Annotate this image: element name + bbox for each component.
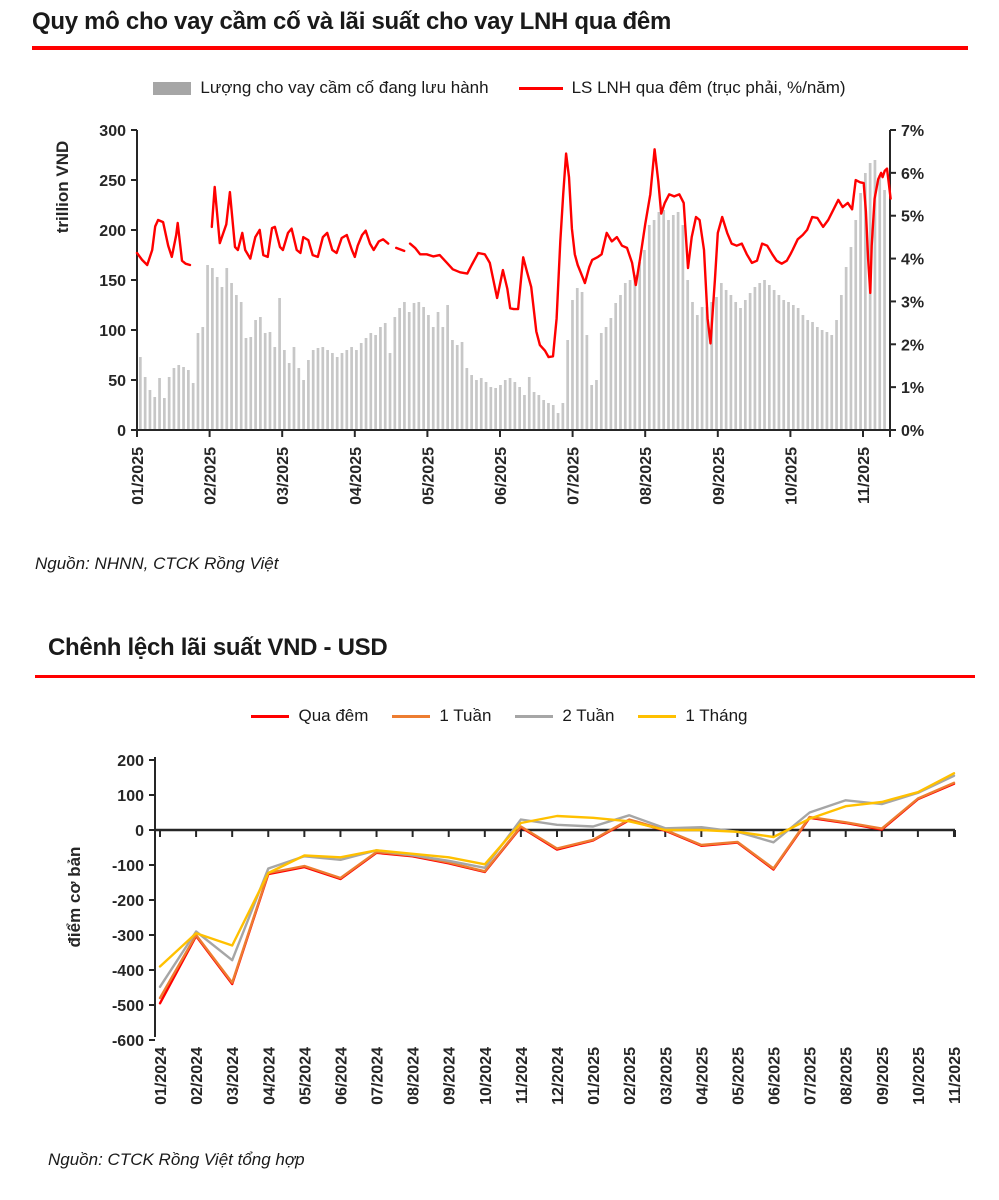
left-axis-tick-label: 100: [99, 323, 126, 340]
bar: [595, 380, 598, 430]
bar: [293, 347, 296, 430]
bar: [480, 378, 483, 430]
bar: [739, 308, 742, 430]
bar: [273, 347, 276, 430]
bar: [288, 363, 291, 430]
x-axis-month-label: 07/2025: [565, 447, 583, 505]
bar: [758, 283, 761, 430]
bar: [854, 220, 857, 430]
left-axis-tick-label: 150: [99, 273, 126, 290]
x-axis-month-label: 09/2025: [874, 1047, 892, 1105]
bar: [413, 303, 416, 430]
bar: [427, 315, 430, 430]
bar: [393, 317, 396, 430]
x-axis-month-label: 01/2025: [586, 1047, 604, 1105]
bar: [816, 327, 819, 430]
bar: [677, 212, 680, 430]
left-axis-tick-label: 0: [117, 423, 126, 440]
x-axis-month-label: 08/2025: [838, 1047, 856, 1105]
x-axis-month-label: 03/2024: [225, 1047, 243, 1105]
chart1-legend-line-label: LS LNH qua đêm (trục phải, %/năm): [571, 78, 846, 97]
bar: [168, 377, 171, 430]
bar: [206, 265, 209, 430]
bar: [542, 400, 545, 430]
chart1-title: Quy mô cho vay cầm cố và lãi suất cho vay LNH qua đêm: [32, 8, 671, 35]
bar: [547, 403, 550, 430]
x-axis-month-label: 10/2025: [783, 447, 801, 505]
bar: [566, 340, 569, 430]
bar: [153, 397, 156, 430]
bar: [653, 220, 656, 430]
bar: [787, 302, 790, 430]
bar: [470, 375, 473, 430]
bar: [557, 413, 560, 430]
bar: [192, 383, 195, 430]
bar: [201, 327, 204, 430]
bar: [538, 395, 541, 430]
x-axis-month-label: 08/2025: [638, 447, 656, 505]
bar: [523, 395, 526, 430]
right-axis-tick-label: 6%: [901, 165, 925, 183]
bar: [734, 302, 737, 430]
right-axis-tick-label: 2%: [901, 337, 925, 355]
bar: [624, 283, 627, 430]
bar: [437, 312, 440, 430]
left-axis-title: trillion VND: [53, 140, 72, 234]
right-axis-tick-label: 0%: [901, 423, 925, 440]
x-axis-month-label: 09/2024: [441, 1047, 459, 1105]
bar: [235, 295, 238, 430]
bar: [610, 318, 613, 430]
bar: [672, 215, 675, 430]
bar: [417, 302, 420, 430]
bar: [509, 378, 512, 430]
bar: [302, 380, 305, 430]
x-axis-month-label: 08/2024: [405, 1047, 423, 1105]
bar: [662, 210, 665, 430]
bar: [638, 262, 641, 430]
left-axis-tick-label: 250: [99, 173, 126, 190]
bar: [369, 333, 372, 430]
bar: [379, 327, 382, 430]
bar: [730, 295, 733, 430]
bar: [696, 315, 699, 430]
bar: [883, 190, 886, 430]
chart2-title: Chênh lệch lãi suất VND - USD: [48, 634, 388, 661]
bar: [283, 350, 286, 430]
bar: [360, 343, 363, 430]
bar: [629, 280, 632, 430]
x-axis-month-label: 09/2025: [710, 447, 728, 505]
bar: [840, 295, 843, 430]
x-axis-month-label: 11/2025: [856, 447, 873, 504]
bar: [465, 368, 468, 430]
right-axis-tick-label: 3%: [901, 294, 925, 312]
bar: [778, 295, 781, 430]
bar: [552, 405, 555, 430]
bar: [240, 302, 243, 430]
x-axis-month-label: 06/2025: [766, 1047, 784, 1105]
bar: [403, 302, 406, 430]
x-axis-month-label: 03/2025: [275, 447, 293, 505]
x-axis-month-label: 07/2025: [802, 1047, 820, 1105]
y-axis-tick-label: -100: [111, 858, 144, 875]
bar: [317, 348, 320, 430]
bar: [826, 332, 829, 430]
bar: [682, 225, 685, 430]
x-axis-month-label: 07/2024: [369, 1047, 387, 1105]
bar: [278, 298, 281, 430]
x-axis-month-label: 03/2025: [658, 1047, 676, 1105]
chart2-source: Nguồn: CTCK Rồng Việt tổng hợp: [48, 1150, 305, 1169]
bar: [806, 320, 809, 430]
bar: [398, 308, 401, 430]
bar: [634, 275, 637, 430]
y-axis-tick-label: -400: [111, 963, 144, 980]
x-axis-month-label: 01/2024: [153, 1047, 170, 1105]
x-axis-month-label: 11/2024: [513, 1047, 531, 1104]
bar: [850, 247, 853, 430]
x-axis-month-label: 02/2025: [202, 447, 220, 505]
bar: [720, 283, 723, 430]
x-axis-month-label: 05/2025: [730, 1047, 748, 1105]
x-axis-month-label: 01/2025: [130, 447, 147, 505]
bar: [749, 293, 752, 430]
left-axis-tick-label: 300: [99, 123, 126, 140]
bar: [658, 212, 661, 430]
bar: [518, 387, 521, 430]
bar: [802, 315, 805, 430]
bar: [605, 327, 608, 430]
vnd-usd-rate-differential-chart: [0, 600, 999, 1200]
x-axis-month-label: 05/2025: [420, 447, 438, 505]
bar: [475, 380, 478, 430]
bar: [614, 303, 617, 430]
chart2-legend-label: 1 Tuần: [439, 706, 492, 725]
bar: [211, 268, 214, 430]
bar: [830, 335, 833, 430]
bar: [571, 300, 574, 430]
bar: [173, 368, 176, 430]
bar: [744, 300, 747, 430]
bar: [221, 287, 224, 430]
bar: [797, 308, 800, 430]
bar: [245, 338, 248, 430]
bar: [177, 365, 180, 430]
bar: [259, 317, 262, 430]
bar: [686, 280, 689, 430]
bar: [643, 250, 646, 430]
y-axis-title: điểm cơ bản: [65, 846, 84, 948]
bar: [374, 335, 377, 430]
bar: [504, 380, 507, 430]
bar: [149, 390, 152, 430]
chart1-source: Nguồn: NHNN, CTCK Rồng Việt: [35, 554, 279, 573]
bar: [499, 385, 502, 430]
bar: [878, 175, 881, 430]
bar: [197, 333, 200, 430]
x-axis-month-label: 05/2024: [297, 1047, 315, 1105]
bar: [230, 283, 233, 430]
bar: [312, 350, 315, 430]
x-axis-month-label: 11/2025: [946, 1047, 964, 1104]
bar: [341, 353, 344, 430]
bar: [494, 388, 497, 430]
x-axis-month-label: 04/2025: [694, 1047, 712, 1105]
bar: [600, 333, 603, 430]
chart2-legend-label: 1 Tháng: [685, 706, 748, 725]
bar: [562, 403, 565, 430]
bar: [187, 370, 190, 430]
bar: [514, 382, 517, 430]
chart1-plot: [53, 123, 924, 505]
x-axis-month-label: 10/2024: [477, 1047, 495, 1105]
bar: [158, 378, 161, 430]
bar: [845, 267, 848, 430]
bar: [648, 225, 651, 430]
x-axis-month-label: 06/2025: [493, 447, 510, 505]
bar: [326, 350, 329, 430]
bar: [446, 305, 449, 430]
bar: [297, 368, 300, 430]
x-axis-month-label: 04/2024: [261, 1047, 279, 1105]
bar: [811, 322, 814, 430]
bar: [869, 163, 872, 430]
y-axis-tick-label: -500: [111, 998, 144, 1015]
bar: [725, 290, 728, 430]
x-axis-month-label: 02/2025: [622, 1047, 640, 1105]
bar: [408, 312, 411, 430]
x-axis-month-label: 04/2025: [347, 447, 365, 505]
left-axis-tick-label: 50: [108, 373, 126, 390]
bar: [163, 398, 166, 430]
bar: [216, 277, 219, 430]
bar: [835, 320, 838, 430]
pledged-volume-bars: [139, 160, 886, 430]
bar: [355, 350, 358, 430]
left-axis-tick-label: 200: [99, 223, 126, 240]
bar: [590, 385, 593, 430]
bar: [485, 382, 488, 430]
y-axis-tick-label: -600: [111, 1033, 144, 1050]
bar: [456, 345, 459, 430]
bar: [384, 323, 387, 430]
bar: [432, 327, 435, 430]
right-axis-tick-label: 1%: [901, 380, 925, 398]
bar: [754, 287, 757, 430]
bar: [345, 350, 348, 430]
bar: [331, 353, 334, 430]
bar: [792, 305, 795, 430]
bar: [461, 342, 464, 430]
x-axis-month-label: 10/2025: [910, 1047, 928, 1105]
bar: [264, 333, 267, 430]
x-axis-month-label: 02/2024: [189, 1047, 207, 1105]
bar: [859, 193, 862, 430]
bar: [667, 220, 670, 430]
x-axis-month-label: 06/2024: [333, 1047, 351, 1105]
bar: [691, 302, 694, 430]
bar: [763, 280, 766, 430]
bar: [533, 392, 536, 430]
bar: [139, 357, 142, 430]
bar: [249, 337, 252, 430]
chart2-plot: [65, 753, 964, 1105]
bar: [422, 307, 425, 430]
chart2-legend-label: Qua đêm: [298, 706, 369, 725]
bar: [773, 290, 776, 430]
chart1-legend-bars-label: Lượng cho vay cầm cố đang lưu hành: [200, 78, 489, 97]
bar: [254, 320, 257, 430]
bar: [489, 387, 492, 430]
bar: [269, 332, 272, 430]
y-axis-tick-label: 100: [117, 788, 144, 805]
bar: [701, 307, 704, 430]
bar: [715, 297, 718, 430]
right-axis-tick-label: 7%: [901, 123, 925, 140]
bar: [182, 367, 185, 430]
bar: [451, 340, 454, 430]
bar: [225, 268, 228, 430]
right-axis-tick-label: 4%: [901, 251, 925, 269]
bar: [441, 327, 444, 430]
bar: [307, 360, 310, 430]
bar: [389, 353, 392, 430]
x-axis-month-label: 12/2024: [549, 1047, 567, 1105]
bar: [821, 330, 824, 430]
series-line-2-tuần: [160, 776, 954, 987]
y-axis-tick-label: -200: [111, 893, 144, 910]
bar: [586, 335, 589, 430]
bar: [782, 300, 785, 430]
bar: [768, 285, 771, 430]
bar: [144, 377, 147, 430]
right-axis-tick-label: 5%: [901, 208, 925, 226]
bar: [350, 347, 353, 430]
bar: [619, 295, 622, 430]
bar: [581, 292, 584, 430]
bar: [365, 338, 368, 430]
y-axis-tick-label: -300: [111, 928, 144, 945]
overnight-rate-line: [137, 149, 891, 357]
bar: [321, 347, 324, 430]
y-axis-tick-label: 200: [117, 753, 144, 770]
y-axis-tick-label: 0: [135, 823, 144, 840]
bar: [528, 377, 531, 430]
bar: [576, 288, 579, 430]
bar: [336, 357, 339, 430]
chart2-legend-label: 2 Tuần: [562, 706, 615, 725]
